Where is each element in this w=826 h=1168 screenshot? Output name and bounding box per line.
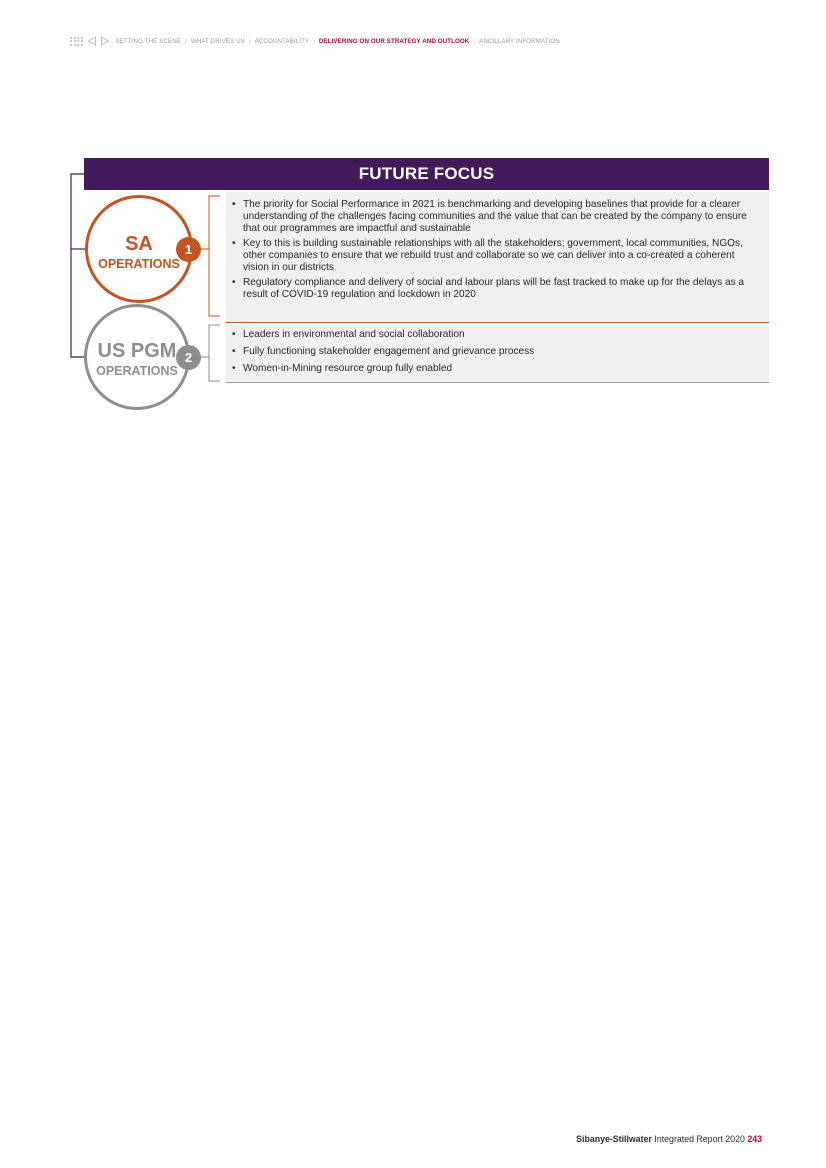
- page-number: 243: [747, 1134, 762, 1144]
- us-pgm-operations-subtitle: OPERATIONS: [96, 364, 178, 378]
- us-pgm-focus-panel: [226, 325, 769, 383]
- list-item: • The priority for Social Performance in 2021 is benchmarking and developing baselines that provide for a clearer understanding of the challenges facing communities and the value that can be created by the company to ensure that our programmes are impactful and sustainable: [230, 199, 761, 236]
- footer-report-title: Integrated Report 2020: [654, 1134, 745, 1144]
- nav-separator: |: [185, 37, 187, 45]
- nav-delivering-on-our-strategy[interactable]: DELIVERING ON OUR STRATEGY AND OUTLOOK: [318, 37, 470, 45]
- sa-operations-subtitle: OPERATIONS: [98, 257, 180, 271]
- sa-focus-list: [230, 199, 761, 301]
- future-focus-header: [84, 158, 769, 190]
- us-pgm-focus-list: [230, 329, 761, 376]
- list-item: • Key to this is building sustainable relationships with all the stakeholders; government, local communities, NGOs, other companies to ensure that we rebuild trust and collaborate so we can deliver into a co-created a coherent vision in our districts: [230, 238, 761, 275]
- arrow-right-icon[interactable]: [100, 36, 110, 46]
- top-navigation: [70, 34, 560, 48]
- footer-company: Sibanye-Stillwater: [576, 1134, 652, 1144]
- page-footer: [576, 1134, 762, 1144]
- list-item: • Leaders in environmental and social collaboration: [230, 329, 761, 341]
- list-item: • Women-in-Mining resource group fully enabled: [230, 363, 761, 375]
- nav-setting-the-scene[interactable]: SETTING THE SCENE: [115, 37, 182, 45]
- us-pgm-operations-circle: [84, 304, 190, 410]
- nav-separator: |: [473, 37, 476, 45]
- sa-focus-panel: [226, 192, 769, 323]
- nav-what-drives-us[interactable]: WHAT DRIVES US: [190, 37, 245, 45]
- us-pgm-operations-title: US PGM: [97, 340, 177, 362]
- list-item: • Fully functioning stakeholder engagement and grievance process: [230, 346, 761, 358]
- nav-ancillary-information[interactable]: ANCILLARY INFORMATION: [479, 37, 560, 45]
- nav-separator: |: [248, 37, 251, 45]
- grid-menu-icon[interactable]: [70, 37, 83, 46]
- arrow-left-icon[interactable]: [87, 36, 97, 46]
- sa-number-badge: 1: [176, 237, 201, 262]
- future-focus-title: FUTURE FOCUS: [358, 164, 495, 183]
- sa-operations-title: SA: [125, 233, 153, 255]
- us-pgm-number-badge: 2: [176, 345, 201, 370]
- list-item: • Regulatory compliance and delivery of social and labour plans will be fast tracked to make up for the delays as a result of COVID-19 regulation and lockdown in 2020: [230, 277, 761, 301]
- nav-accountability[interactable]: ACCOUNTABILITY: [254, 37, 310, 45]
- nav-separator: |: [313, 37, 315, 45]
